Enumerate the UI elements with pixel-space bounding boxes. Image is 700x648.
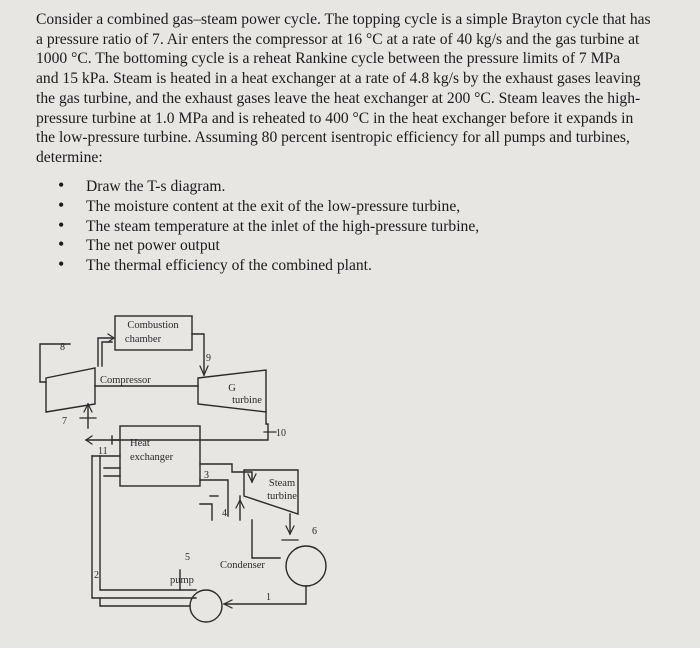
state-label: 10 (276, 428, 286, 439)
task-item: • The thermal efficiency of the combined plant. (58, 256, 479, 276)
task-item: • The steam temperature at the inlet of the high-pressure turbine, (58, 217, 479, 237)
combustion-chamber-label: Combustion (127, 320, 179, 331)
heat-exchanger-label: exchanger (130, 452, 174, 463)
problem-line: a pressure ratio of 7. Air enters the compressor at 16 °C at a rate of 40 kg/s and the gas turbine at (36, 30, 640, 48)
state-label: 7 (62, 416, 67, 427)
pump-circle (190, 590, 222, 622)
task-item: • The net power output (58, 236, 479, 256)
combustion-chamber-label: chamber (124, 334, 162, 345)
problem-line: 1000 °C. The bottoming cycle is a reheat Rankine cycle between the pressure limits of 7 MPa (36, 50, 621, 68)
gas-turbine-label: turbine (232, 395, 262, 406)
compressor-label: Compressor (100, 375, 151, 386)
problem-line: determine: (36, 148, 103, 166)
state-label: 4 (222, 508, 227, 519)
state-label: 8 (60, 342, 65, 353)
problem-line: the low-pressure turbine. Assuming 80 percent isentropic efficiency for all pumps and turbines, (36, 129, 630, 147)
problem-line: pressure turbine at 1.0 MPa and is reheated to 400 °C in the heat exchanger before it expands in (36, 109, 634, 127)
problem-line: and 15 kPa. Steam is heated in a heat exchanger at a rate of 4.8 kg/s by the exhaust gases leaving (36, 70, 641, 88)
steam-turbine-label: turbine (267, 491, 297, 502)
task-item: • Draw the T-s diagram. (58, 177, 479, 197)
state-label: 11 (98, 446, 108, 457)
heat-exchanger-label: Heat (130, 438, 150, 449)
condenser-label: Condenser (220, 560, 265, 571)
task-item: • The moisture content at the exit of the low-pressure turbine, (58, 197, 479, 217)
state-label: 1 (266, 592, 271, 603)
problem-line: Consider a combined gas–steam power cycle. The topping cycle is a simple Brayton cycle that has (36, 11, 651, 28)
state-label: 9 (206, 353, 211, 364)
state-label: 6 (312, 526, 317, 537)
state-label: 2 (94, 570, 99, 581)
steam-turbine-label: Steam (268, 478, 296, 489)
pump-label: pump (170, 575, 194, 586)
state-label: 3 (204, 470, 209, 481)
gas-turbine-label: G (228, 383, 236, 394)
problem-line: the gas turbine, and the exhaust gases leave the heat exchanger at 200 °C. Steam leaves the high- (36, 89, 641, 107)
condenser-circle (286, 546, 326, 586)
state-label: 5 (185, 552, 190, 563)
